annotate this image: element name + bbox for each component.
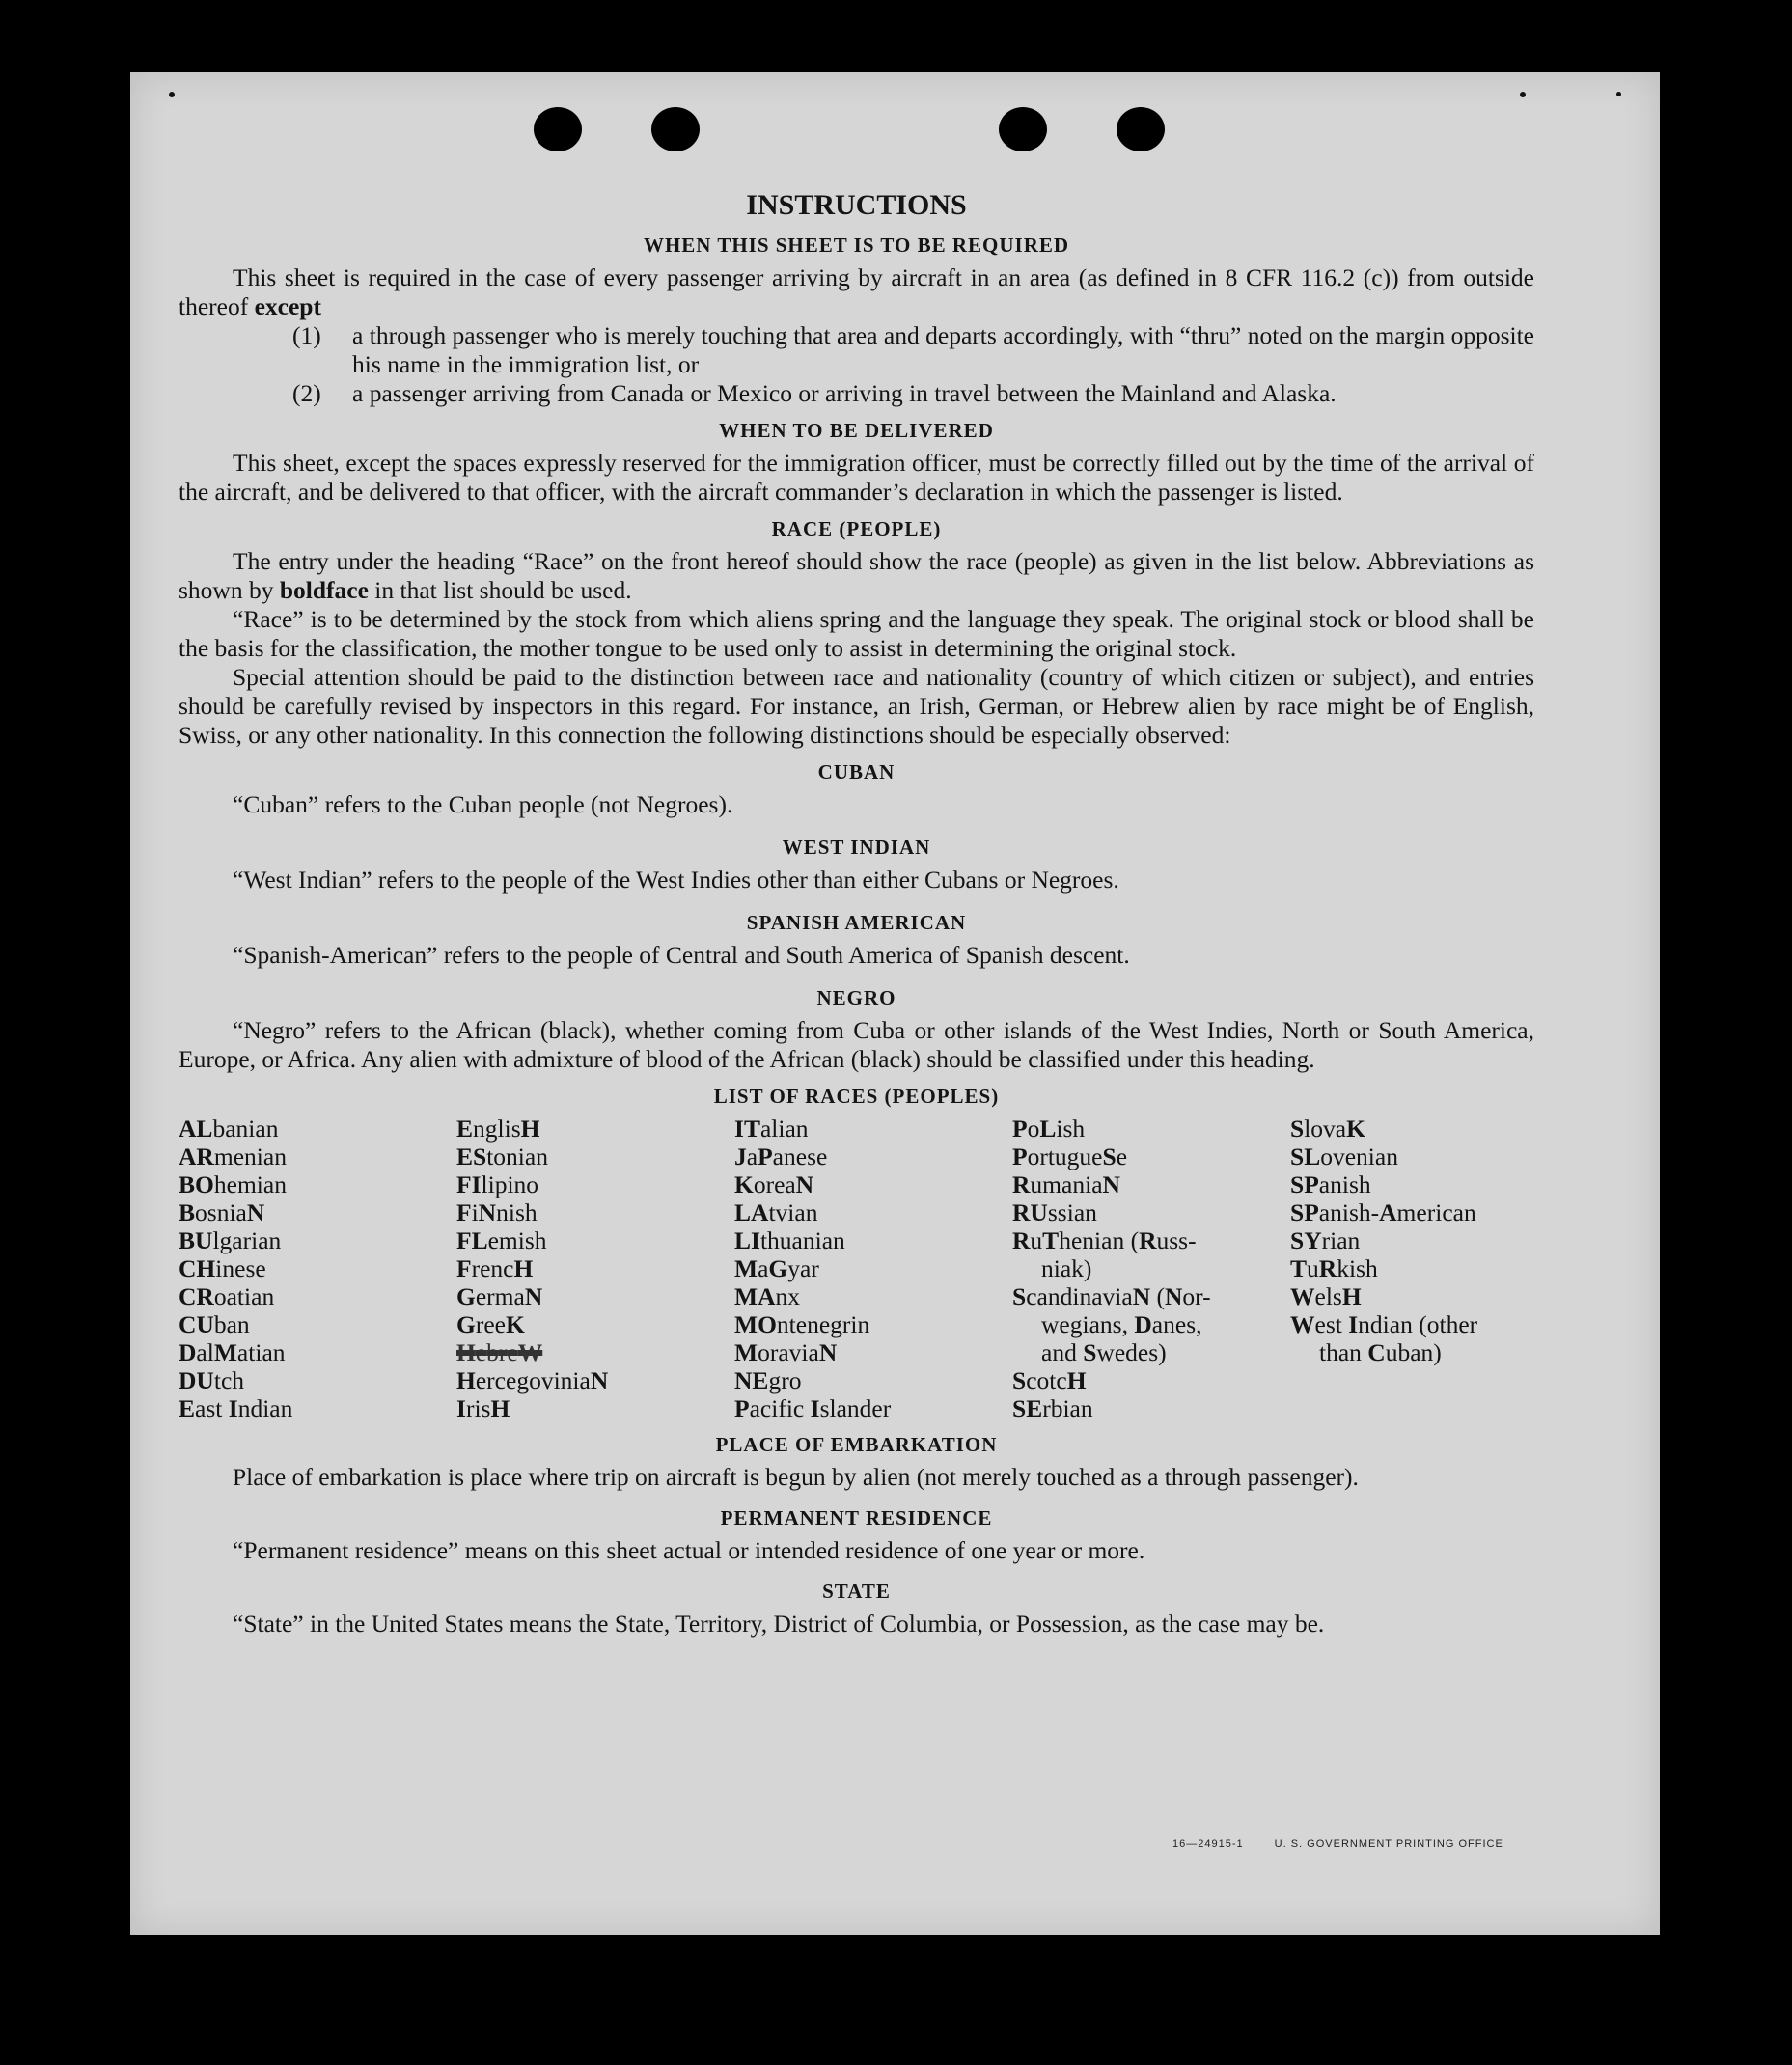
race-entry: niak) <box>1041 1254 1092 1282</box>
section-heading-state: STATE <box>822 1580 891 1603</box>
race-entry: ScotcH <box>1012 1366 1087 1394</box>
race-paragraph-2: “Race” is to be determined by the stock from which aliens spring and the language they speak. The original stock or blood shall be the basis for the classification, the mother tongue to be used only to assist in determining the original stock. <box>179 605 1534 662</box>
race-entry: and Swedes) <box>1041 1338 1167 1366</box>
race-entry: ALbanian <box>179 1115 279 1143</box>
race-entry: East Indian <box>179 1394 293 1422</box>
race-entry: EStonian <box>456 1143 548 1170</box>
race-entry: MAnx <box>734 1282 800 1310</box>
section-heading-embarkation: PLACE OF EMBARKATION <box>715 1433 998 1456</box>
race-entry: GreeK <box>456 1310 525 1338</box>
race-entry: JaPanese <box>734 1143 828 1170</box>
section-heading-residence: PERMANENT RESIDENCE <box>720 1506 993 1529</box>
race-entry: ARmenian <box>179 1143 287 1170</box>
section-heading-spanish-american: SPANISH AMERICAN <box>746 911 967 934</box>
race-entry: RUssian <box>1012 1198 1097 1226</box>
section-heading-cuban: CUBAN <box>817 760 896 784</box>
race-entry: ScandinaviaN (Nor- <box>1012 1282 1211 1310</box>
form-number: 16—24915-1 <box>1172 1838 1244 1850</box>
printer-name: U. S. GOVERNMENT PRINTING OFFICE <box>1274 1838 1503 1850</box>
west-indian-text: “West Indian” refers to the people of the West Indies other than either Cubans or Negroes. <box>233 866 1119 894</box>
race-entry: Pacific Islander <box>734 1394 892 1422</box>
required-intro: This sheet is required in the case of every passenger arriving by aircraft in an area (as defined in 8 CFR 116.2 (c)) from outside thereof except <box>179 263 1534 320</box>
race-entry: FLemish <box>456 1226 547 1254</box>
race-entry: TuRkish <box>1290 1254 1378 1282</box>
page-title: INSTRUCTIONS <box>746 189 967 221</box>
punch-hole <box>1117 107 1165 151</box>
race-entry: FrencH <box>456 1254 534 1282</box>
race-entry: MaGyar <box>734 1254 819 1282</box>
ink-speck <box>169 92 175 97</box>
punch-hole <box>534 107 582 151</box>
exception-item-1 <box>292 321 1534 379</box>
ink-speck <box>1520 92 1526 97</box>
punch-hole <box>651 107 700 151</box>
race-entry: LAtvian <box>734 1198 818 1226</box>
race-entry: PoLish <box>1012 1115 1086 1143</box>
race-entry: NEgro <box>734 1366 802 1394</box>
races-column-2 <box>456 1115 734 1422</box>
section-heading-delivered: WHEN TO BE DELIVERED <box>719 419 994 442</box>
race-entry: RumaniaN <box>1012 1170 1120 1198</box>
exception-number: (2) <box>292 379 321 407</box>
race-paragraph-3: Special attention should be paid to the distinction between race and nationality (country of which citizen or subject), and entries should be carefully revised by inspectors in this regard. For instance, an Irish, German, or Hebrew alien by race might be of English, Swiss, or any other nationality. In this connection the following distinctions should be especially observed: <box>179 663 1534 749</box>
section-heading-negro: NEGRO <box>816 986 896 1009</box>
ink-speck <box>1616 92 1621 96</box>
punch-hole <box>999 107 1047 151</box>
negro-text: “Negro” refers to the African (black), whether coming from Cuba or other islands of the West Indies, North or South America, Europe, or Africa. Any alien with admixture of blood of the African (black) should be classified under this heading. <box>179 1016 1534 1073</box>
race-entry: PortugueSe <box>1012 1143 1128 1170</box>
embarkation-text: Place of embarkation is place where trip on aircraft is begun by alien (not merely touched as a through passenger). <box>233 1463 1359 1491</box>
document-sheet <box>130 72 1660 1935</box>
exception-text: a through passenger who is merely touching that area and departs accordingly, with “thru” noted on the margin opposite his name in the immigration list, or <box>352 321 1534 378</box>
section-heading-required: WHEN THIS SHEET IS TO BE REQUIRED <box>643 234 1070 257</box>
race-entry: West Indian (other <box>1290 1310 1478 1338</box>
race-entry: than Cuban) <box>1319 1338 1442 1366</box>
race-entry: BUlgarian <box>179 1226 282 1254</box>
section-heading-list-of-races: LIST OF RACES (PEOPLES) <box>713 1085 1000 1108</box>
race-entry: FIlipino <box>456 1170 539 1198</box>
race-entry: DUtch <box>179 1366 245 1394</box>
instructions-content <box>179 188 1534 1638</box>
race-entry: KoreaN <box>734 1170 814 1198</box>
delivered-text: This sheet, except the spaces expressly reserved for the immigration officer, must be correctly filled out by the time of the arrival of the aircraft, and be delivered to that officer, with the aircraft commander’s declaration in which the passenger is listed. <box>179 449 1534 506</box>
race-entry: wegians, Danes, <box>1041 1310 1202 1338</box>
race-entry: FiNnish <box>456 1198 538 1226</box>
exception-text: a passenger arriving from Canada or Mexico or arriving in travel between the Mainland and Alaska. <box>352 379 1337 407</box>
race-entry: BOhemian <box>179 1170 287 1198</box>
race-entry: CUban <box>179 1310 250 1338</box>
race-entry: BosniaN <box>179 1198 265 1226</box>
race-entry: SPanish-American <box>1290 1198 1476 1226</box>
race-entry: GermaN <box>456 1282 543 1310</box>
race-entry: SlovaK <box>1290 1115 1365 1143</box>
state-text: “State” in the United States means the State, Territory, District of Columbia, or Possession, as the case may be. <box>233 1610 1325 1638</box>
race-entry: MoraviaN <box>734 1338 838 1366</box>
section-heading-west-indian: WEST INDIAN <box>782 836 931 859</box>
race-entry: SLovenian <box>1290 1143 1398 1170</box>
exception-number: (1) <box>292 321 321 349</box>
race-entry: HebreW <box>456 1338 543 1366</box>
race-entry: EnglisH <box>456 1115 540 1143</box>
races-list <box>179 1115 1534 1422</box>
section-heading-race: RACE (PEOPLE) <box>771 517 942 540</box>
races-column-4 <box>1012 1115 1290 1422</box>
spanish-american-text: “Spanish-American” refers to the people of Central and South America of Spanish descent. <box>233 941 1130 969</box>
race-entry: HercegoviniaN <box>456 1366 609 1394</box>
print-footer <box>1172 1838 1530 1850</box>
race-entry: CRoatian <box>179 1282 275 1310</box>
races-column-5 <box>1290 1115 1531 1422</box>
race-entry: LIthuanian <box>734 1226 845 1254</box>
race-entry: SYrian <box>1290 1226 1361 1254</box>
race-entry: RuThenian (Russ- <box>1012 1226 1197 1254</box>
race-entry: SPanish <box>1290 1170 1371 1198</box>
race-entry: IrisH <box>456 1394 510 1422</box>
race-paragraph-1: The entry under the heading “Race” on the front hereof should show the race (people) as given in the list below. Abbreviations as shown by boldface in that list should be used. <box>179 547 1534 604</box>
race-entry: WelsH <box>1290 1282 1362 1310</box>
residence-text: “Permanent residence” means on this sheet actual or intended residence of one year or more. <box>233 1536 1145 1564</box>
race-entry: MOntenegrin <box>734 1310 870 1338</box>
race-entry: SErbian <box>1012 1394 1093 1422</box>
race-entry: CHinese <box>179 1254 266 1282</box>
exception-item-2 <box>292 379 1534 408</box>
race-entry: ITalian <box>734 1115 809 1143</box>
races-column-3 <box>734 1115 1012 1422</box>
cuban-text: “Cuban” refers to the Cuban people (not Negroes). <box>233 790 733 818</box>
races-column-1 <box>179 1115 456 1422</box>
race-entry: DalMatian <box>179 1338 286 1366</box>
